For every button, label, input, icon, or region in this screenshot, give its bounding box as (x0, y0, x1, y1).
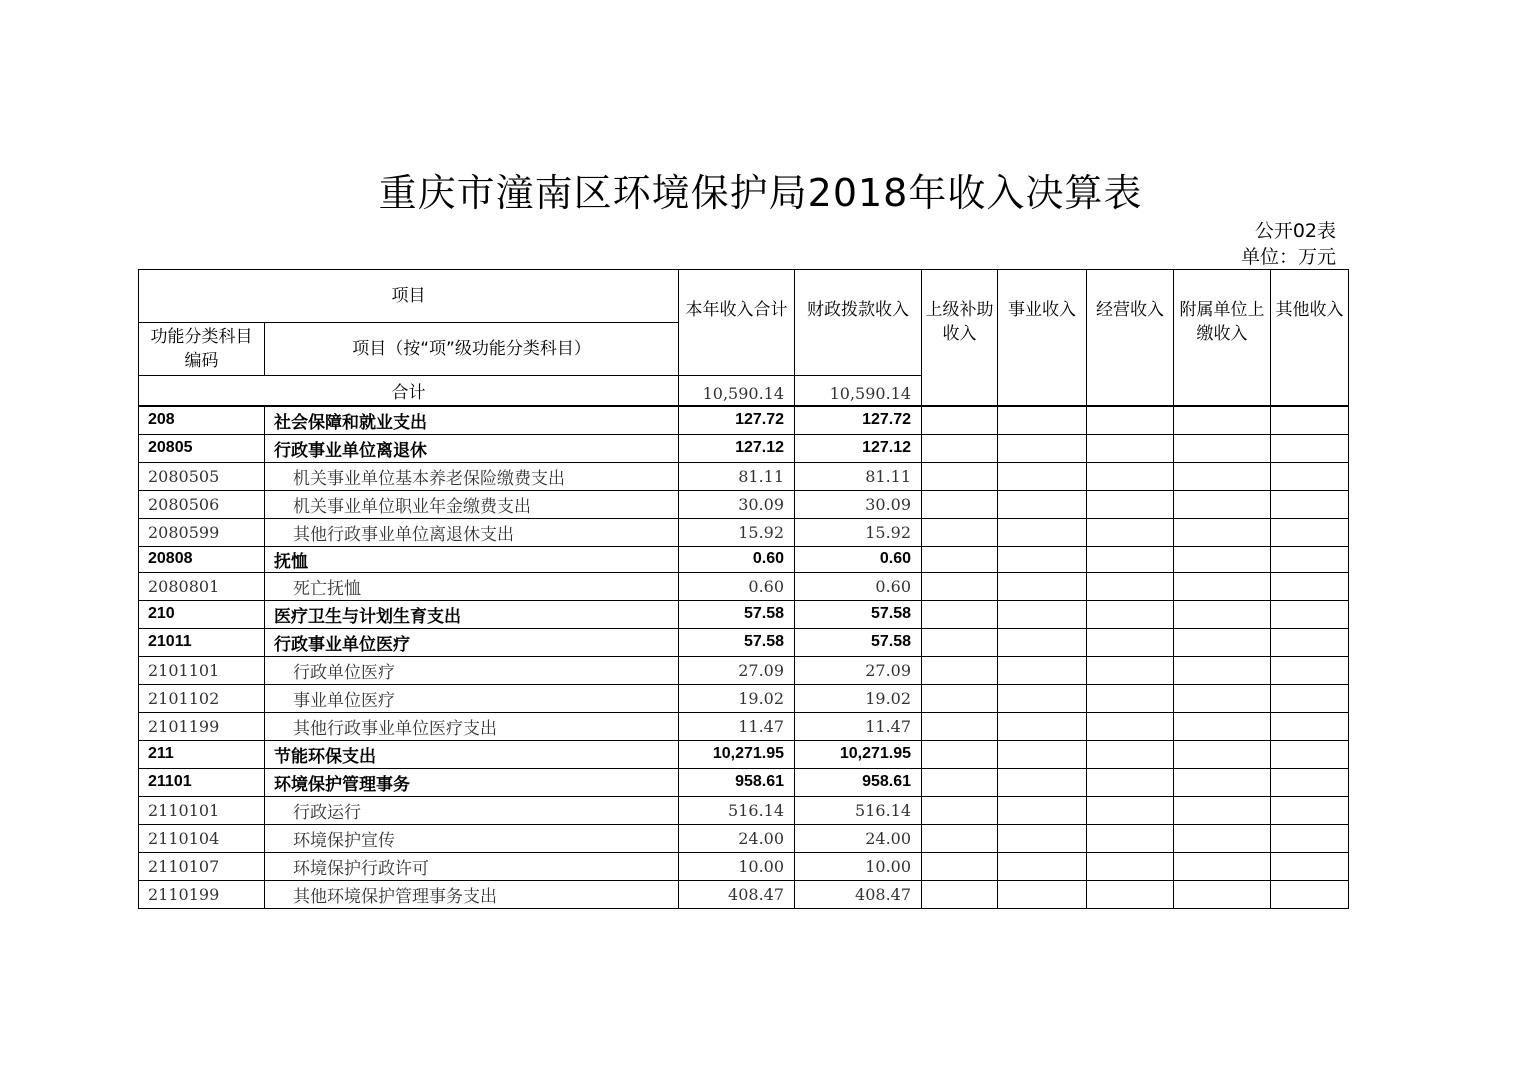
row-other (1271, 824, 1349, 852)
row-total-income: 516.14 (679, 796, 795, 824)
row-subsidy (922, 600, 998, 628)
header-subsidy: 上级补助收入 (922, 270, 998, 407)
row-total-income: 958.61 (679, 768, 795, 796)
row-name: 机关事业单位基本养老保险缴费支出 (265, 462, 679, 490)
row-business (998, 852, 1087, 880)
row-affiliated (1174, 434, 1271, 462)
row-other (1271, 796, 1349, 824)
row-subsidy (922, 656, 998, 684)
header-fiscal: 财政拨款收入 (795, 270, 922, 376)
row-total-income: 57.58 (679, 628, 795, 656)
row-affiliated (1174, 684, 1271, 712)
row-business (998, 600, 1087, 628)
row-total-income: 127.72 (679, 406, 795, 434)
row-operating (1087, 740, 1174, 768)
row-fiscal: 15.92 (795, 518, 922, 546)
row-name: 行政运行 (265, 796, 679, 824)
row-subsidy (922, 546, 998, 572)
row-fiscal: 127.12 (795, 434, 922, 462)
table-row (139, 656, 1349, 684)
table-row (139, 434, 1349, 462)
row-affiliated (1174, 824, 1271, 852)
row-other (1271, 434, 1349, 462)
table-row (139, 600, 1349, 628)
row-affiliated (1174, 740, 1271, 768)
table-row (139, 462, 1349, 490)
row-operating (1087, 796, 1174, 824)
row-business (998, 462, 1087, 490)
row-fiscal: 0.60 (795, 546, 922, 572)
row-fiscal: 27.09 (795, 656, 922, 684)
row-name: 社会保障和就业支出 (265, 406, 679, 434)
row-fiscal: 958.61 (795, 768, 922, 796)
row-name: 其他行政事业单位离退休支出 (265, 518, 679, 546)
table-row (139, 740, 1349, 768)
row-total-income: 19.02 (679, 684, 795, 712)
row-business (998, 572, 1087, 600)
row-name: 死亡抚恤 (265, 572, 679, 600)
row-code: 2080801 (139, 572, 265, 600)
row-code: 2101102 (139, 684, 265, 712)
row-subsidy (922, 740, 998, 768)
row-name: 行政单位医疗 (265, 656, 679, 684)
row-other (1271, 490, 1349, 518)
row-code: 2080599 (139, 518, 265, 546)
row-other (1271, 880, 1349, 908)
row-subsidy (922, 434, 998, 462)
total-income-value: 10,590.14 (679, 376, 795, 407)
row-other (1271, 656, 1349, 684)
row-name: 事业单位医疗 (265, 684, 679, 712)
row-affiliated (1174, 572, 1271, 600)
row-business (998, 656, 1087, 684)
table-row (139, 796, 1349, 824)
row-code: 21101 (139, 768, 265, 796)
row-name: 机关事业单位职业年金缴费支出 (265, 490, 679, 518)
row-affiliated (1174, 600, 1271, 628)
row-business (998, 768, 1087, 796)
row-operating (1087, 546, 1174, 572)
row-fiscal: 408.47 (795, 880, 922, 908)
row-business (998, 684, 1087, 712)
row-operating (1087, 406, 1174, 434)
row-name: 节能环保支出 (265, 740, 679, 768)
table-row (139, 628, 1349, 656)
row-business (998, 490, 1087, 518)
row-fiscal: 10.00 (795, 852, 922, 880)
header-total-income: 本年收入合计 (679, 270, 795, 376)
header-affiliated: 附属单位上缴收入 (1174, 270, 1271, 407)
row-affiliated (1174, 712, 1271, 740)
row-name: 医疗卫生与计划生育支出 (265, 600, 679, 628)
row-subsidy (922, 712, 998, 740)
header-business: 事业收入 (998, 270, 1087, 407)
row-name: 环境保护宣传 (265, 824, 679, 852)
row-other (1271, 546, 1349, 572)
row-total-income: 408.47 (679, 880, 795, 908)
row-fiscal: 127.72 (795, 406, 922, 434)
row-operating (1087, 880, 1174, 908)
row-affiliated (1174, 518, 1271, 546)
row-fiscal: 30.09 (795, 490, 922, 518)
row-operating (1087, 712, 1174, 740)
total-fiscal-value: 10,590.14 (795, 376, 922, 407)
row-affiliated (1174, 546, 1271, 572)
row-subsidy (922, 628, 998, 656)
row-business (998, 740, 1087, 768)
row-total-income: 10.00 (679, 852, 795, 880)
row-code: 2110199 (139, 880, 265, 908)
row-total-income: 0.60 (679, 572, 795, 600)
row-total-income: 127.12 (679, 434, 795, 462)
row-total-income: 81.11 (679, 462, 795, 490)
row-fiscal: 24.00 (795, 824, 922, 852)
row-name: 环境保护行政许可 (265, 852, 679, 880)
row-fiscal: 57.58 (795, 628, 922, 656)
table-row (139, 880, 1349, 908)
row-affiliated (1174, 852, 1271, 880)
row-other (1271, 768, 1349, 796)
header-item: 项目 (139, 270, 679, 323)
row-operating (1087, 628, 1174, 656)
row-total-income: 30.09 (679, 490, 795, 518)
table-row (139, 824, 1349, 852)
row-total-income: 24.00 (679, 824, 795, 852)
row-operating (1087, 656, 1174, 684)
row-affiliated (1174, 880, 1271, 908)
row-operating (1087, 518, 1174, 546)
row-operating (1087, 824, 1174, 852)
row-other (1271, 712, 1349, 740)
row-code: 2080506 (139, 490, 265, 518)
row-code: 2080505 (139, 462, 265, 490)
row-business (998, 628, 1087, 656)
row-operating (1087, 462, 1174, 490)
row-code: 20805 (139, 434, 265, 462)
table-row (139, 768, 1349, 796)
row-total-income: 0.60 (679, 546, 795, 572)
row-fiscal: 19.02 (795, 684, 922, 712)
row-total-income: 10,271.95 (679, 740, 795, 768)
row-affiliated (1174, 462, 1271, 490)
total-label: 合计 (139, 376, 679, 407)
row-business (998, 406, 1087, 434)
header-func-name: 项目（按“项”级功能分类科目） (265, 323, 679, 376)
row-business (998, 712, 1087, 740)
row-subsidy (922, 796, 998, 824)
table-row (139, 406, 1349, 434)
row-operating (1087, 768, 1174, 796)
row-business (998, 796, 1087, 824)
row-other (1271, 518, 1349, 546)
row-fiscal: 57.58 (795, 600, 922, 628)
header-operating: 经营收入 (1087, 270, 1174, 407)
table-row (139, 518, 1349, 546)
table-row (139, 684, 1349, 712)
row-other (1271, 628, 1349, 656)
unit-label: 单位：万元 (1240, 246, 1336, 268)
row-other (1271, 406, 1349, 434)
row-operating (1087, 572, 1174, 600)
row-name: 环境保护管理事务 (265, 768, 679, 796)
row-fiscal: 0.60 (795, 572, 922, 600)
row-subsidy (922, 824, 998, 852)
table-row (139, 852, 1349, 880)
row-subsidy (922, 518, 998, 546)
row-code: 2101101 (139, 656, 265, 684)
row-subsidy (922, 462, 998, 490)
row-fiscal: 81.11 (795, 462, 922, 490)
row-affiliated (1174, 628, 1271, 656)
row-affiliated (1174, 796, 1271, 824)
row-code: 20808 (139, 546, 265, 572)
header-func-code: 功能分类科目编码 (139, 323, 265, 376)
row-total-income: 11.47 (679, 712, 795, 740)
row-code: 211 (139, 740, 265, 768)
row-other (1271, 852, 1349, 880)
row-operating (1087, 434, 1174, 462)
row-code: 208 (139, 406, 265, 434)
row-fiscal: 10,271.95 (795, 740, 922, 768)
row-name: 其他环境保护管理事务支出 (265, 880, 679, 908)
table-row (139, 546, 1349, 572)
row-business (998, 434, 1087, 462)
row-code: 2110104 (139, 824, 265, 852)
row-other (1271, 462, 1349, 490)
row-other (1271, 684, 1349, 712)
row-total-income: 27.09 (679, 656, 795, 684)
row-subsidy (922, 852, 998, 880)
row-fiscal: 516.14 (795, 796, 922, 824)
row-other (1271, 572, 1349, 600)
row-code: 21011 (139, 628, 265, 656)
row-subsidy (922, 684, 998, 712)
row-code: 2101199 (139, 712, 265, 740)
row-subsidy (922, 490, 998, 518)
row-name: 抚恤 (265, 546, 679, 572)
row-other (1271, 740, 1349, 768)
row-code: 2110101 (139, 796, 265, 824)
row-operating (1087, 852, 1174, 880)
row-subsidy (922, 768, 998, 796)
row-subsidy (922, 406, 998, 434)
row-business (998, 880, 1087, 908)
header-other: 其他收入 (1271, 270, 1349, 407)
row-operating (1087, 684, 1174, 712)
income-table-container (138, 269, 1348, 909)
table-row (139, 712, 1349, 740)
row-subsidy (922, 572, 998, 600)
page-title: 重庆市潼南区环境保护局2018年收入决算表 (378, 171, 1143, 215)
row-total-income: 15.92 (679, 518, 795, 546)
row-operating (1087, 490, 1174, 518)
income-table (138, 269, 1349, 909)
table-code: 公开02表 (1254, 220, 1336, 242)
row-total-income: 57.58 (679, 600, 795, 628)
row-operating (1087, 600, 1174, 628)
row-name: 行政事业单位医疗 (265, 628, 679, 656)
table-row (139, 490, 1349, 518)
row-affiliated (1174, 490, 1271, 518)
row-name: 行政事业单位离退休 (265, 434, 679, 462)
row-business (998, 518, 1087, 546)
row-subsidy (922, 880, 998, 908)
row-affiliated (1174, 406, 1271, 434)
table-row (139, 572, 1349, 600)
row-code: 210 (139, 600, 265, 628)
row-business (998, 546, 1087, 572)
row-business (998, 824, 1087, 852)
row-name: 其他行政事业单位医疗支出 (265, 712, 679, 740)
row-fiscal: 11.47 (795, 712, 922, 740)
row-other (1271, 600, 1349, 628)
row-code: 2110107 (139, 852, 265, 880)
row-affiliated (1174, 656, 1271, 684)
table-body (139, 406, 1349, 908)
row-affiliated (1174, 768, 1271, 796)
